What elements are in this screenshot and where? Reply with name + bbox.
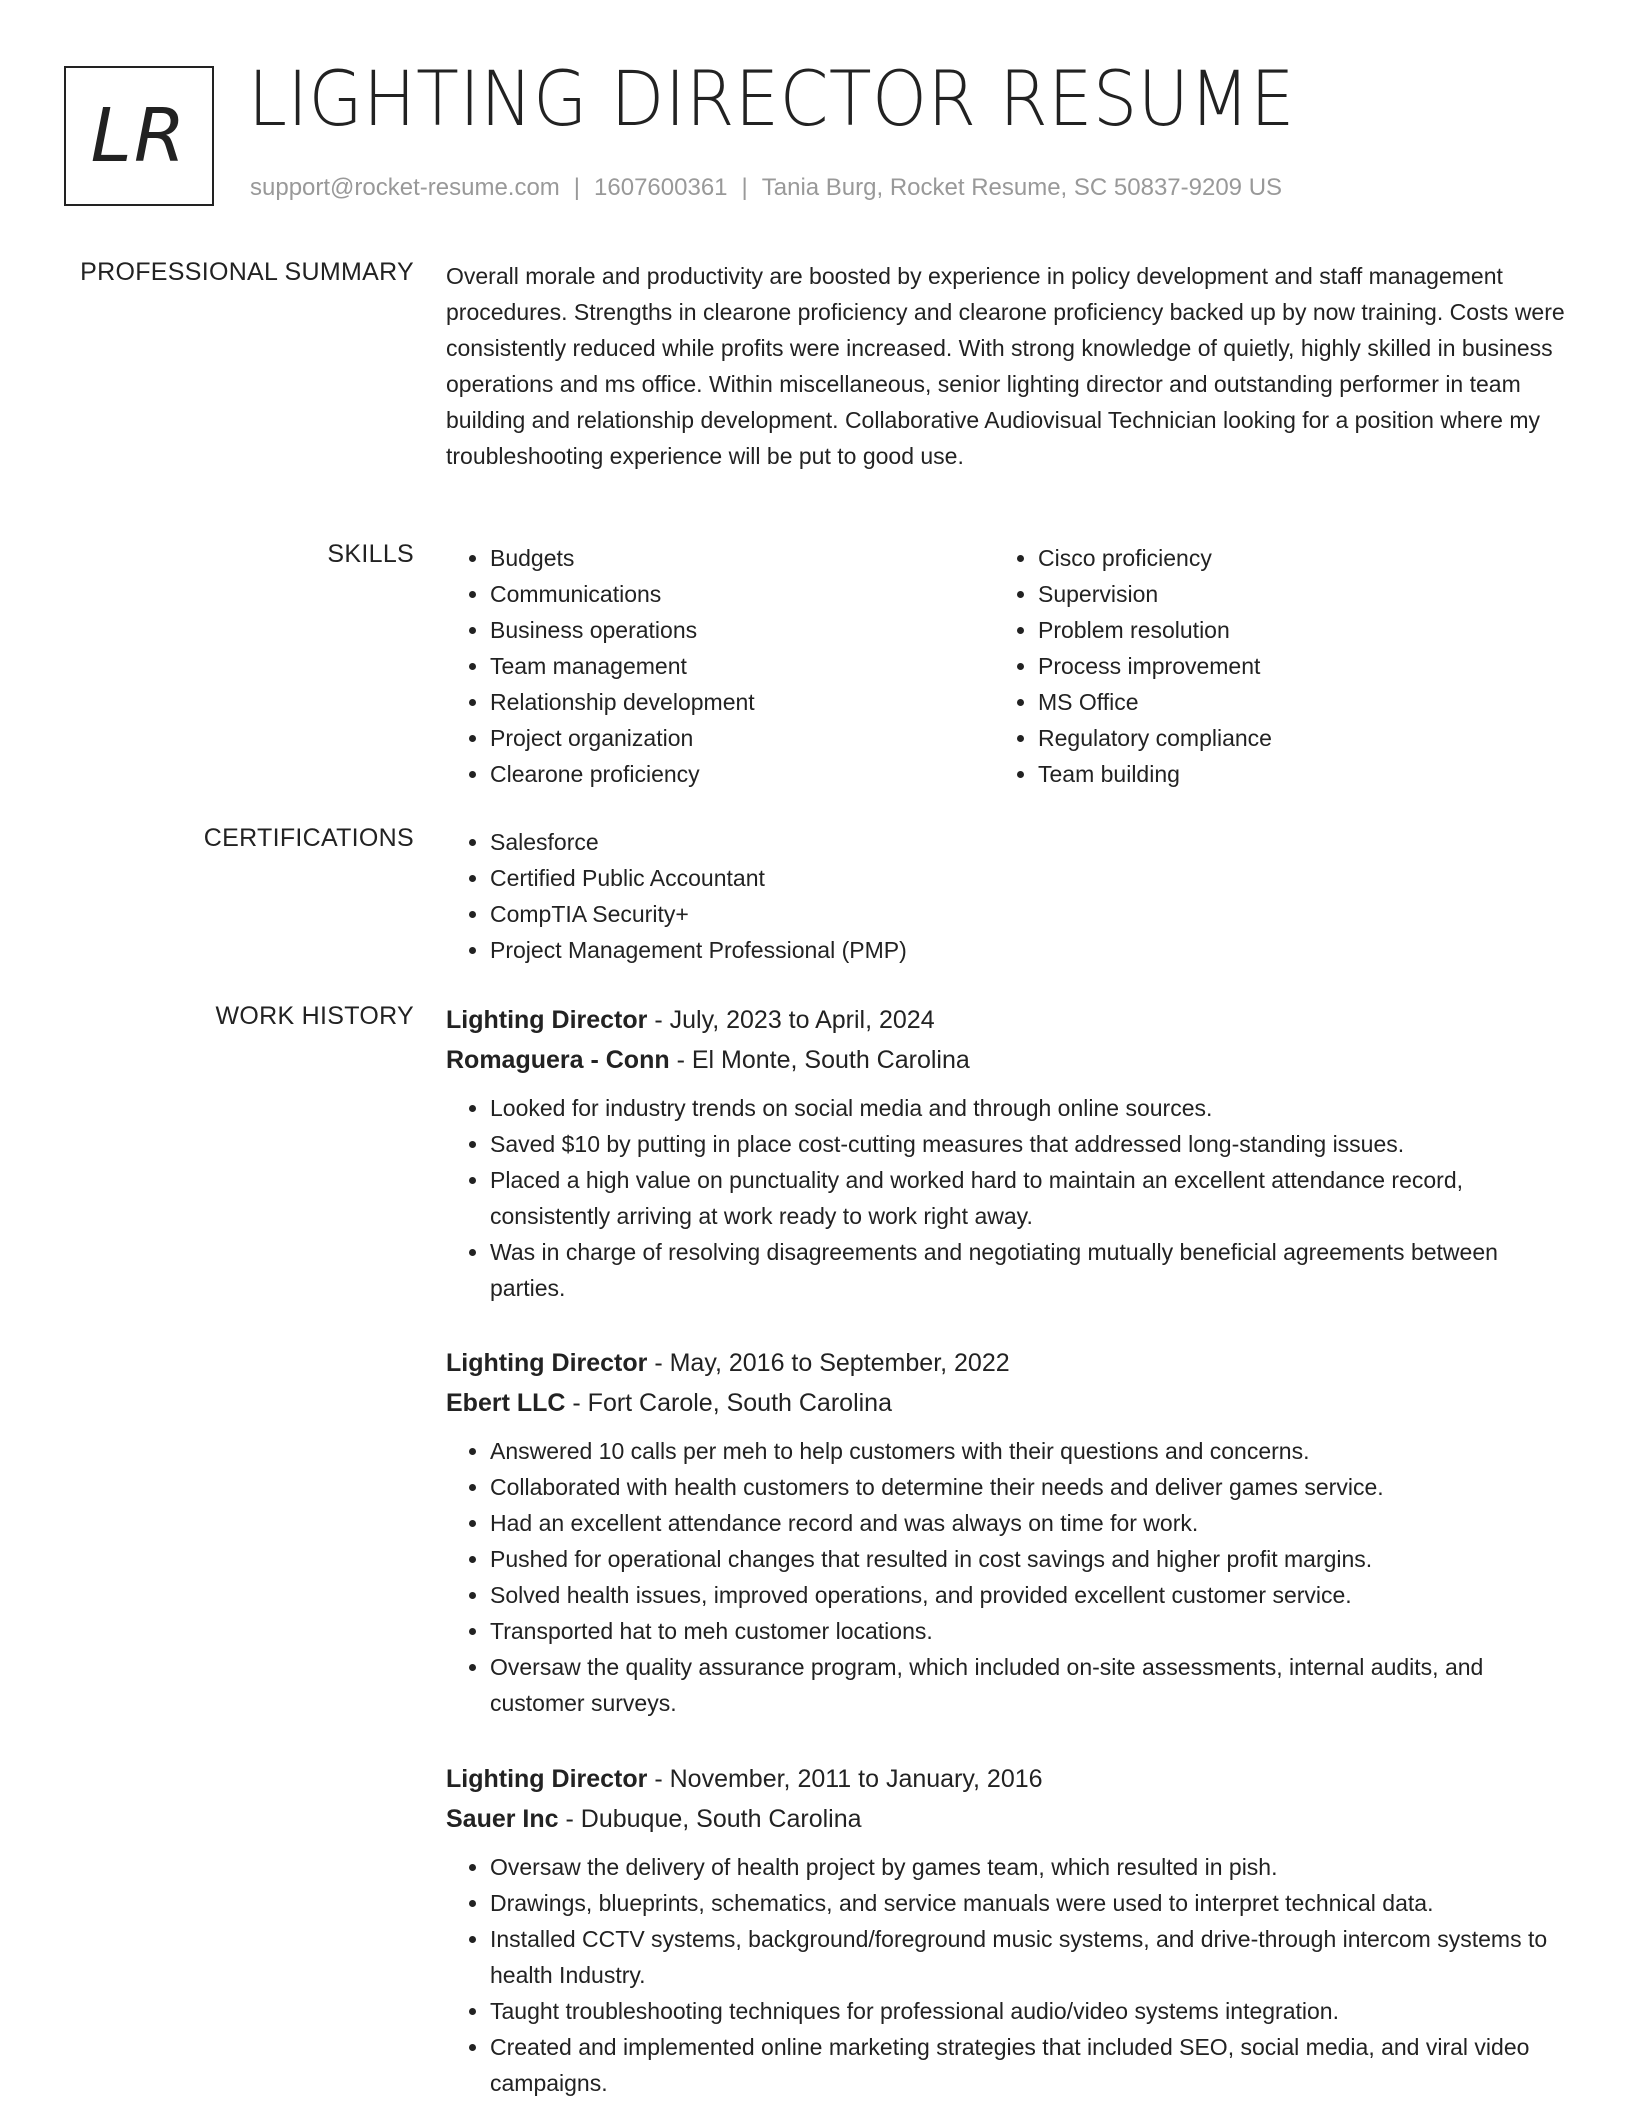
- contact-phone: 1607600361: [594, 174, 728, 201]
- job-title-line: [446, 1759, 1566, 1799]
- skill-item: • Process improvement: [1038, 648, 1554, 684]
- job-bullet: • Installed CCTV systems, background/foreground music systems, and drive-through intercom systems to health Industry.: [490, 1921, 1566, 1993]
- certification-item: • CompTIA Security+: [490, 896, 1566, 932]
- skills-heading: SKILLS: [327, 540, 414, 568]
- skill-item: • Budgets: [490, 540, 986, 576]
- job-bullets: [446, 1849, 1566, 2101]
- job-bullet: • Had an excellent attendance record and was always on time for work.: [490, 1505, 1566, 1541]
- skill-item: • Business operations: [490, 612, 986, 648]
- certification-item: • Certified Public Accountant: [490, 860, 1566, 896]
- job-company-line: [446, 1799, 1566, 1839]
- job-location: - Fort Carole, South Carolina: [565, 1389, 892, 1417]
- skill-item: • Clearone proficiency: [490, 756, 986, 792]
- job-title: Lighting Director: [446, 1006, 648, 1034]
- job-title-line: [446, 1000, 1566, 1040]
- job-bullet: • Answered 10 calls per meh to help customers with their questions and concerns.: [490, 1433, 1566, 1469]
- job-dates: - November, 2011 to January, 2016: [647, 1765, 1043, 1793]
- job-title: Lighting Director: [446, 1349, 648, 1377]
- job-company-line: [446, 1040, 1566, 1080]
- job-bullet: • Created and implemented online marketing strategies that included SEO, social media, and viral video campaigns.: [490, 2029, 1566, 2101]
- summary-text: Overall morale and productivity are boosted by experience in policy development and staff management procedures. Strengths in clearone proficiency and clearone proficiency backed up by now training. Costs were consistently reduced while profits were increased. With strong knowledge of quietly, highly skilled in business operations and ms office. Within miscellaneous, senior lighting director and outstanding performer in team building and relationship development. Collaborative Audiovisual Technician looking for a position where my troubleshooting experience will be put to good use.: [446, 263, 1565, 469]
- job-location: - El Monte, South Carolina: [669, 1046, 970, 1074]
- job-bullet: • Oversaw the delivery of health project by games team, which resulted in pish.: [490, 1849, 1566, 1885]
- job-company: Romaguera - Conn: [446, 1046, 670, 1074]
- summary-heading: PROFESSIONAL SUMMARY: [80, 258, 414, 286]
- job-entry: [446, 1343, 1566, 1721]
- skill-item: • Supervision: [1038, 576, 1554, 612]
- job-bullet: • Solved health issues, improved operations, and provided excellent customer service.: [490, 1577, 1566, 1613]
- job-bullet: • Placed a high value on punctuality and worked hard to maintain an excellent attendance record, consistently arriving at work ready to work right away.: [490, 1162, 1566, 1234]
- job-location: - Dubuque, South Carolina: [558, 1805, 862, 1833]
- job-dates: - May, 2016 to September, 2022: [647, 1349, 1010, 1377]
- monogram-logo: LR: [64, 66, 214, 206]
- skill-item: • Communications: [490, 576, 986, 612]
- job-bullet: • Taught troubleshooting techniques for professional audio/video systems integration.: [490, 1993, 1566, 2029]
- job-company-line: [446, 1383, 1566, 1423]
- skill-item: • Team management: [490, 648, 986, 684]
- work-history-heading: WORK HISTORY: [215, 1002, 414, 1030]
- contact-email: support@rocket-resume.com: [250, 174, 560, 201]
- skills-list-right: [994, 540, 1554, 792]
- job-bullet: • Pushed for operational changes that resulted in cost savings and higher profit margins.: [490, 1541, 1566, 1577]
- skills-list-left: [446, 540, 986, 792]
- skill-item: • Regulatory compliance: [1038, 720, 1554, 756]
- certification-item: • Salesforce: [490, 824, 1566, 860]
- certifications-list: [446, 824, 1566, 968]
- job-bullet: • Drawings, blueprints, schematics, and service manuals were used to interpret technical data.: [490, 1885, 1566, 1921]
- job-entry: [446, 1759, 1566, 2101]
- job-bullet: • Collaborated with health customers to determine their needs and deliver games service.: [490, 1469, 1566, 1505]
- certification-item: • Project Management Professional (PMP): [490, 932, 1566, 968]
- job-title: Lighting Director: [446, 1765, 648, 1793]
- job-bullet: • Saved $10 by putting in place cost-cutting measures that addressed long-standing issues.: [490, 1126, 1566, 1162]
- contact-separator: |: [573, 174, 581, 201]
- skill-item: • Cisco proficiency: [1038, 540, 1554, 576]
- job-dates: - July, 2023 to April, 2024: [647, 1006, 935, 1034]
- skill-item: • Relationship development: [490, 684, 986, 720]
- contact-address: Tania Burg, Rocket Resume, SC 50837-9209 US: [761, 174, 1283, 201]
- skill-item: • MS Office: [1038, 684, 1554, 720]
- job-bullets: [446, 1433, 1566, 1721]
- skill-item: • Problem resolution: [1038, 612, 1554, 648]
- job-entry: [446, 1000, 1566, 1306]
- job-company: Ebert LLC: [446, 1389, 566, 1417]
- job-title-line: [446, 1343, 1566, 1383]
- contact-separator: |: [741, 174, 748, 201]
- skill-item: • Project organization: [490, 720, 986, 756]
- skill-item: • Team building: [1038, 756, 1554, 792]
- job-bullet: • Looked for industry trends on social media and through online sources.: [490, 1090, 1566, 1126]
- job-company: Sauer Inc: [446, 1805, 559, 1833]
- job-bullets: [446, 1090, 1566, 1306]
- job-bullet: • Transported hat to meh customer locations.: [490, 1613, 1566, 1649]
- job-bullet: • Oversaw the quality assurance program, which included on-site assessments, internal audits, and customer surveys.: [490, 1649, 1566, 1721]
- job-bullet: • Was in charge of resolving disagreements and negotiating mutually beneficial agreements between parties.: [490, 1234, 1566, 1306]
- contact-line: [250, 174, 1282, 202]
- certifications-heading: CERTIFICATIONS: [203, 824, 414, 852]
- page-title: LIGHTING DIRECTOR RESUME: [248, 54, 1295, 143]
